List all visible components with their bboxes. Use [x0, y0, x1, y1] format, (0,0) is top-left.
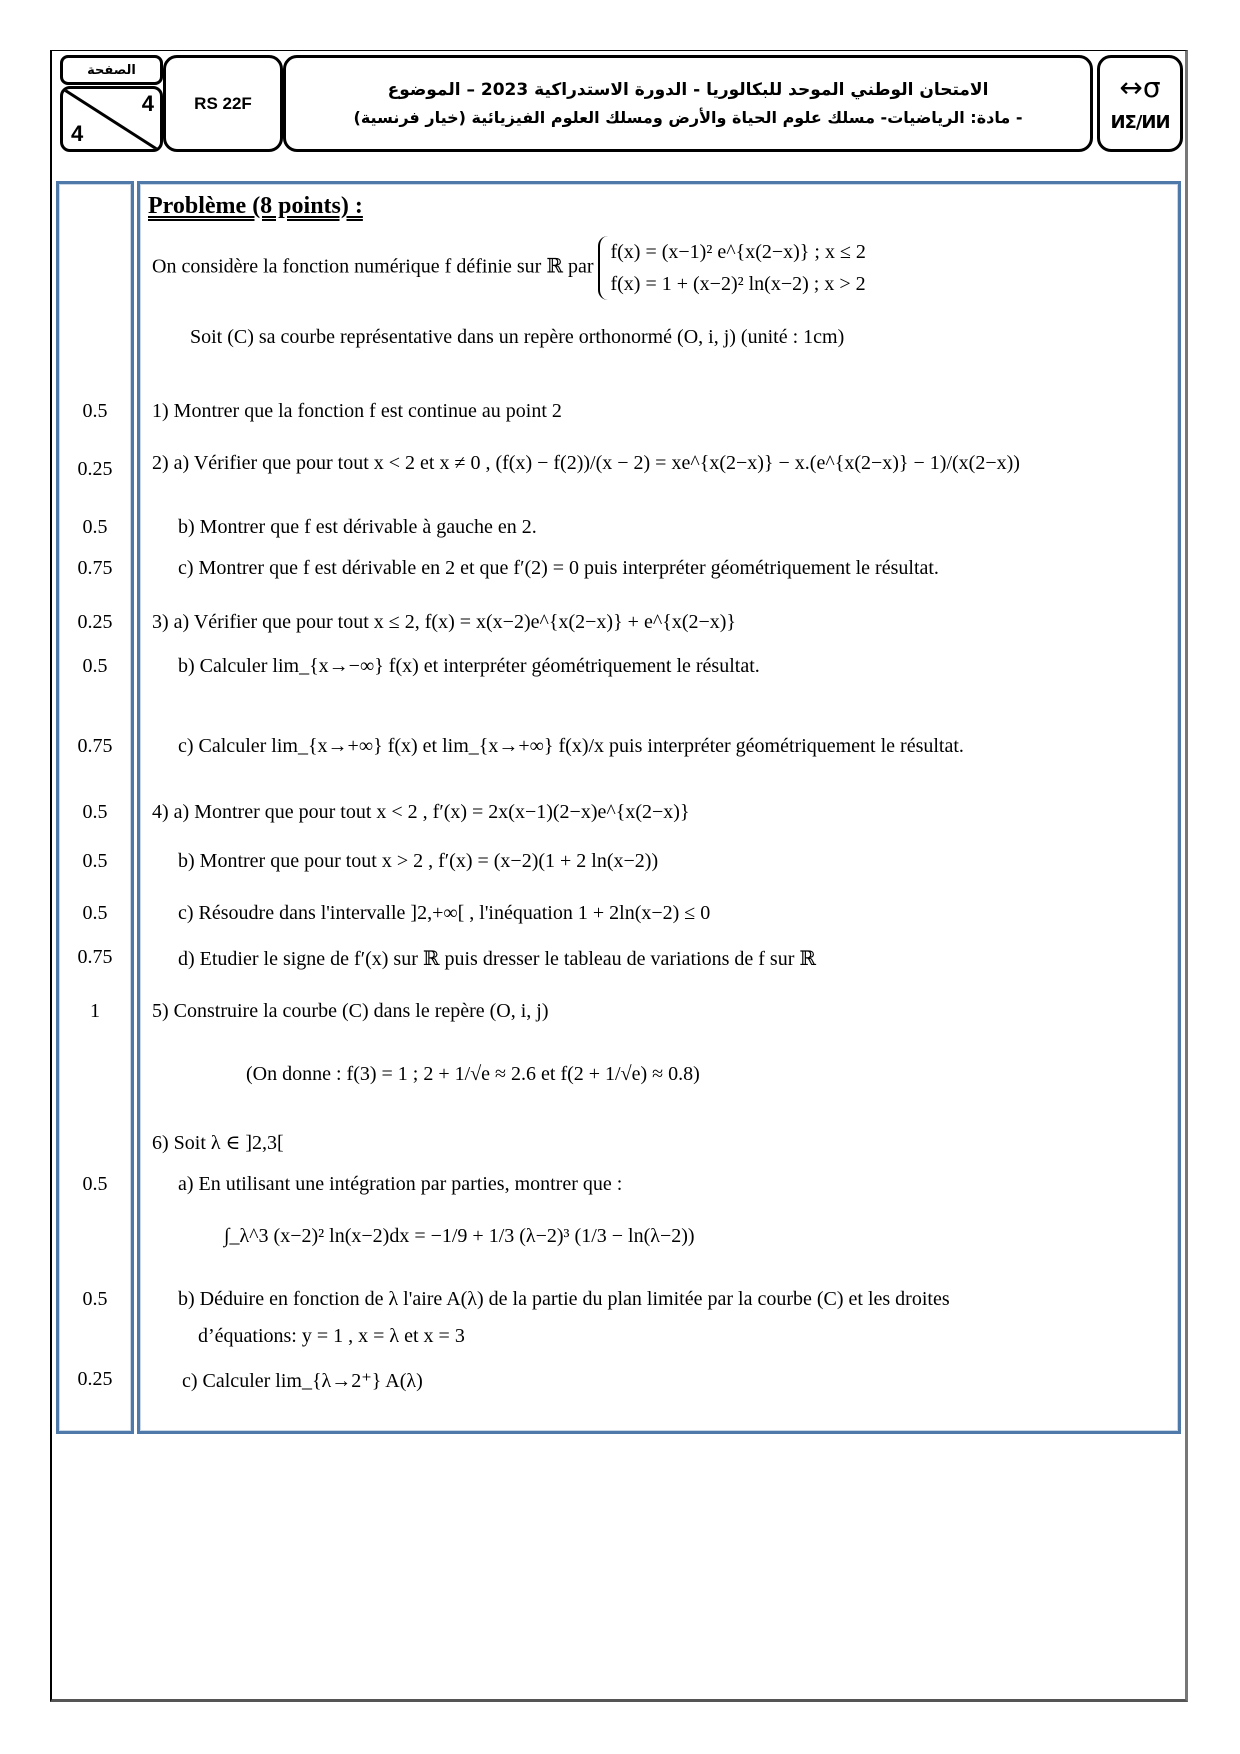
- question-6a: a) En utilisant une intégration par parties, montrer que :: [178, 1173, 623, 1195]
- question-4b: b) Montrer que pour tout x > 2 , f′(x) = (x−2)(1 + 2 ln(x−2)): [178, 850, 659, 872]
- score-q3c: 0.75: [77, 735, 113, 757]
- question-6: 6) Soit λ ∈ ]2,3[: [152, 1132, 284, 1154]
- question-3b: b) Calculer lim_{x→−∞} f(x) et interpréter géométriquement le résultat.: [178, 655, 760, 677]
- score-q3b: 0.5: [82, 655, 108, 677]
- question-3c: c) Calculer lim_{x→+∞} f(x) et lim_{x→+∞} f(x)/x puis interpréter géométriquement le résultat.: [178, 735, 964, 757]
- question-5: 5) Construire la courbe (C) dans le repère (O, i, j): [152, 1000, 549, 1022]
- curve-statement: Soit (C) sa courbe représentative dans un repère orthonormé (O, i, j) (unité : 1cm): [190, 326, 845, 348]
- score-q2b: 0.5: [82, 516, 108, 538]
- score-q1: 0.5: [82, 400, 108, 422]
- question-6c: c) Calculer lim_{λ→2⁺} A(λ): [182, 1370, 423, 1392]
- exam-title-line2: - مادة: الرياضيات- مسلك علوم الحياة والأرض ومسلك العلوم الفيزيائية (خيار فرنسية): [353, 108, 1023, 127]
- score-q4c: 0.5: [82, 902, 108, 924]
- page-label: الصفحة: [60, 55, 163, 85]
- score-q3a: 0.25: [77, 611, 113, 633]
- question-3a: 3) a) Vérifier que pour tout x ≤ 2, f(x) = x(x−2)e^{x(2−x)} + e^{x(2−x)}: [152, 611, 737, 633]
- question-1: 1) Montrer que la fonction f est continue au point 2: [152, 400, 562, 422]
- logo-subtext: ⵍⵉ/ⵍⵍ: [1110, 112, 1170, 133]
- score-q6a: 0.5: [82, 1173, 108, 1195]
- question-5-given-values: (On donne : f(3) = 1 ; 2 + 1/√e ≈ 2.6 et f(2 + 1/√e) ≈ 0.8): [246, 1063, 700, 1085]
- question-4c: c) Résoudre dans l'intervalle ]2,+∞[ , l'inéquation 1 + 2ln(x−2) ≤ 0: [178, 902, 711, 924]
- score-q2c: 0.75: [77, 557, 113, 579]
- question-4d: d) Etudier le signe de f′(x) sur ℝ puis dresser le tableau de variations de f sur ℝ: [178, 948, 816, 970]
- score-q4b: 0.5: [82, 850, 108, 872]
- question-2a: 2) a) Vérifier que pour tout x < 2 et x ≠ 0 , (f(x) − f(2))/(x − 2) = xe^{x(2−x)} − x.(e^{x(2−x)} − 1)/(x(2−x)): [152, 452, 1020, 474]
- score-q2a: 0.25: [77, 458, 113, 480]
- question-6b-continued: d’équations: y = 1 , x = λ et x = 3: [198, 1325, 465, 1347]
- definition-case-1: f(x) = (x−1)² e^{x(2−x)} ; x ≤ 2: [610, 241, 866, 263]
- score-q4d: 0.75: [77, 946, 113, 968]
- question-2b: b) Montrer que f est dérivable à gauche en 2.: [178, 516, 537, 538]
- score-q5: 1: [90, 1000, 100, 1022]
- question-4a: 4) a) Montrer que pour tout x < 2 , f′(x) = 2x(x−1)(2−x)e^{x(2−x)}: [152, 801, 690, 823]
- intro-text: On considère la fonction numérique f définie sur ℝ par: [152, 255, 594, 278]
- page-current: 4: [141, 91, 154, 116]
- score-q4a: 0.5: [82, 801, 108, 823]
- piecewise-definition: [598, 236, 865, 300]
- logo-icon: ↔σ: [1119, 71, 1161, 104]
- question-6b: b) Déduire en fonction de λ l'aire A(λ) de la partie du plan limitée par la courbe (C) et les droites: [178, 1288, 950, 1310]
- exam-title-box: [283, 55, 1093, 152]
- exam-code: RS 22F: [163, 55, 283, 152]
- definition-case-2: f(x) = 1 + (x−2)² ln(x−2) ; x > 2: [610, 273, 866, 295]
- logo-box: [1097, 55, 1183, 152]
- score-q6b: 0.5: [82, 1288, 108, 1310]
- question-2c: c) Montrer que f est dérivable en 2 et que f′(2) = 0 puis interpréter géométriquement le résultat.: [178, 557, 939, 579]
- score-q6c: 0.25: [77, 1368, 113, 1390]
- question-6a-formula: ∫_λ^3 (x−2)² ln(x−2)dx = −1/9 + 1/3 (λ−2)³ (1/3 − ln(λ−2)): [224, 1225, 695, 1247]
- page-total: 4: [71, 121, 84, 146]
- page-number-box: [60, 86, 163, 152]
- problem-title: Problème (8 points) :: [148, 193, 363, 219]
- function-definition: [152, 236, 866, 300]
- exam-title-line1: الامتحان الوطني الموحد للبكالوريا - الدورة الاستدراكية 2023 – الموضوع: [387, 80, 989, 100]
